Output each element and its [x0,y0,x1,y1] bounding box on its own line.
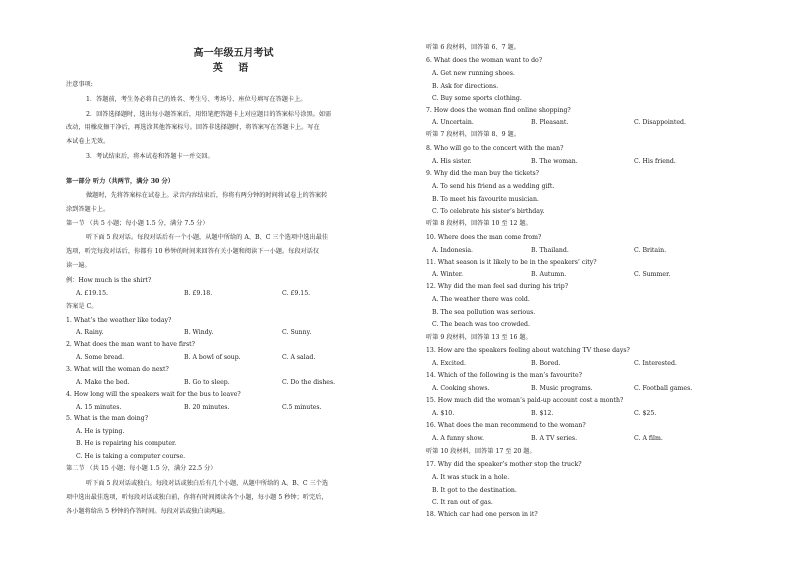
question-11: 11. What season is it likely to be in the speakers’ city? [426,259,597,266]
q12-option-a: A. The weather there was cold. [432,296,530,303]
question-14: 14. Which of the following is the man’s favourite? [426,372,582,379]
q2-option-b: B. A bowl of soup. [184,354,241,361]
section1-intro: 听下面 5 段对话。每段对话后有一个小题，从题中所给的 A、B、C 三个选项中选出最佳 [86,234,329,241]
q4-option-a: A. 15 minutes. [76,404,122,411]
note-2: 2．回答选择题时，选出每小题答案后，用铅笔把答题卡上对应题目的答案标号涂黑。如需 [86,111,332,118]
section1-intro-3: 读一遍。 [66,262,91,269]
question-4: 4. How long will the speakers wait for the bus to leave? [66,391,241,398]
question-5: 5. What is the man doing? [66,415,149,422]
note-1: 1．答题前，考生务必将自己的姓名、考生号、考场号、座位号填写在答题卡上。 [86,96,307,103]
example-option-b: B. £9.18. [184,290,213,297]
q14-option-b: B. Music programs. [531,385,593,392]
question-12: 12. Why did the man feel sad during his trip? [426,283,569,290]
section2-heading: 第二节 （共 15 小题；每小题 1.5 分，满分 22.5 分） [66,465,217,472]
q11-option-b: B. Autumn. [531,271,567,278]
q6-option-a: A. Get new running shoes. [432,70,515,77]
material-9-heading: 听第 9 段材料，回答第 13 至 16 题。 [426,334,532,341]
q14-option-a: A. Cooking shows. [432,385,490,392]
part1-heading: 第一部分 听力（共两节，满分 30 分） [66,178,174,185]
q15-option-b: B. $12. [531,410,554,417]
q7-option-a: A. Uncertain. [432,119,474,126]
note-3: 3．考试结束后，将本试卷和答题卡一并交回。 [86,153,214,160]
question-7: 7. How does the woman find online shopping? [426,107,571,114]
q16-option-c: C. A film. [634,435,663,442]
q5-option-b: B. He is repairing his computer. [76,440,177,447]
q2-option-c: C. A salad. [282,354,316,361]
q9-option-c: C. To celebrate his sister’s birthday. [432,208,545,215]
section2-intro-3: 各小题将给出 5 秒钟的作答时间。每段对话或独白读两遍。 [66,508,229,515]
q6-option-c: C. Buy some sports clothing. [432,95,522,102]
question-10: 10. Where does the man come from? [426,234,542,241]
q8-option-b: B. The woman. [531,158,578,165]
q3-option-c: C. Do the dishes. [282,379,336,386]
question-8: 8. Who will go to the concert with the man? [426,145,564,152]
q13-option-c: C. Interested. [634,360,677,367]
q6-option-b: B. Ask for directions. [432,83,499,90]
material-6-heading: 听第 6 段材料，回答第 6、7 题。 [426,44,520,51]
question-13: 13. How are the speakers feeling about watching TV these days? [426,347,630,354]
q9-option-a: A. To send his friend as a wedding gift. [432,183,555,190]
section2-intro-2: 项中选出最佳选项，听每段对话或独白前，你将有时间阅读各个小题，每小题 5 秒钟；听完后， [66,494,328,501]
q15-option-c: C. $25. [634,410,657,417]
q7-option-b: B. Pleasant. [531,119,569,126]
q17-option-b: B. It got to the destination. [432,487,517,494]
question-9: 9. Why did the man buy the tickets? [426,170,539,177]
q13-option-b: B. Bored. [531,360,561,367]
question-2: 2. What does the man want to have first? [66,341,195,348]
q5-option-a: A. He is typing. [76,428,125,435]
question-16: 16. What does the man recommend to the woman? [426,422,586,429]
question-15: 15. How much did the woman’s paid-up account cost a month? [426,397,624,404]
exam-title: 高一年级五月考试 [193,48,274,59]
q12-option-c: C. The beach was too crowded. [432,321,530,328]
q11-option-a: A. Winter. [432,271,464,278]
q16-option-a: A. A funny show. [432,435,484,442]
example-answer: 答案是 C。 [66,303,98,310]
q5-option-c: C. He is taking a computer course. [76,453,186,460]
q1-option-a: A. Rainy. [76,329,104,336]
section2-intro: 听下面 5 段对话或独白。每段对话或独白后有几个小题，从题中所给的 A、B、C 三个选 [86,480,329,487]
q10-option-b: B. Thailand. [531,247,569,254]
example-option-a: A. £19.15. [76,290,109,297]
q12-option-b: B. The sea pollution was serious. [432,309,536,316]
q17-option-c: C. It ran out of gas. [432,499,493,506]
notes-heading: 注意事项: [66,81,93,88]
q8-option-c: C. His friend. [634,158,676,165]
q10-option-a: A. Indonesia. [432,247,473,254]
q4-option-b: B. 20 minutes. [184,404,230,411]
example-option-c: C. £9.15. [282,290,311,297]
part1-intro-cont: 涂到答题卡上。 [66,206,110,213]
q1-option-c: C. Sunny. [282,329,312,336]
question-6: 6. What does the woman want to do? [426,57,543,64]
material-10-heading: 听第 10 段材料，回答第 17 至 20 题。 [426,448,536,455]
q1-option-b: B. Windy. [184,329,214,336]
section1-heading: 第一节 （共 5 小题；每小题 1.5 分，满分 7.5 分） [66,220,209,227]
q9-option-b: B. To meet his favourite musician. [432,196,539,203]
q3-option-a: A. Make the bed. [76,379,130,386]
section1-intro-2: 选项，听完每段对话后，你都有 10 秒钟的时间来回答有关小题和阅读下一小题。每段对话仅 [66,248,320,255]
note-2-cont: 改动，用橡皮擦干净后，再选涂其他答案标号。回答非选择题时，将答案写在答题卡上。写在 [66,124,320,131]
exam-subject: 英 语 [212,63,255,74]
example-question: 例：How much is the shirt? [66,277,152,284]
q8-option-a: A. His sister. [432,158,472,165]
q11-option-c: C. Summer. [634,271,671,278]
material-7-heading: 听第 7 段材料，回答第 8、9 题。 [426,131,520,138]
question-17: 17. Why did the speaker’s mother stop the truck? [426,461,582,468]
question-18: 18. Which car had one person in it? [426,511,538,518]
question-3: 3. What will the woman do next? [66,366,169,373]
q2-option-a: A. Some bread. [76,354,125,361]
q14-option-c: C. Football games. [634,385,693,392]
q13-option-a: A. Excited. [432,360,466,367]
q17-option-a: A. It was stuck in a hole. [432,474,510,481]
material-8-heading: 听第 8 段材料，回答第 10 至 12 题。 [426,220,532,227]
q10-option-c: C. Britain. [634,247,667,254]
note-2-end: 本试卷上无效。 [66,138,110,145]
q16-option-b: B. A TV series. [531,435,578,442]
q3-option-b: B. Go to sleep. [184,379,230,386]
question-1: 1. What’s the weather like today? [66,317,172,324]
q15-option-a: A. $10. [432,410,455,417]
part1-intro: 做题时，先将答案标在试卷上。录音内容结束后，你将有两分钟的时间将试卷上的答案转 [86,192,328,199]
q7-option-c: C. Disappointed. [634,119,686,126]
q4-option-c: C.5 minutes. [282,404,322,411]
